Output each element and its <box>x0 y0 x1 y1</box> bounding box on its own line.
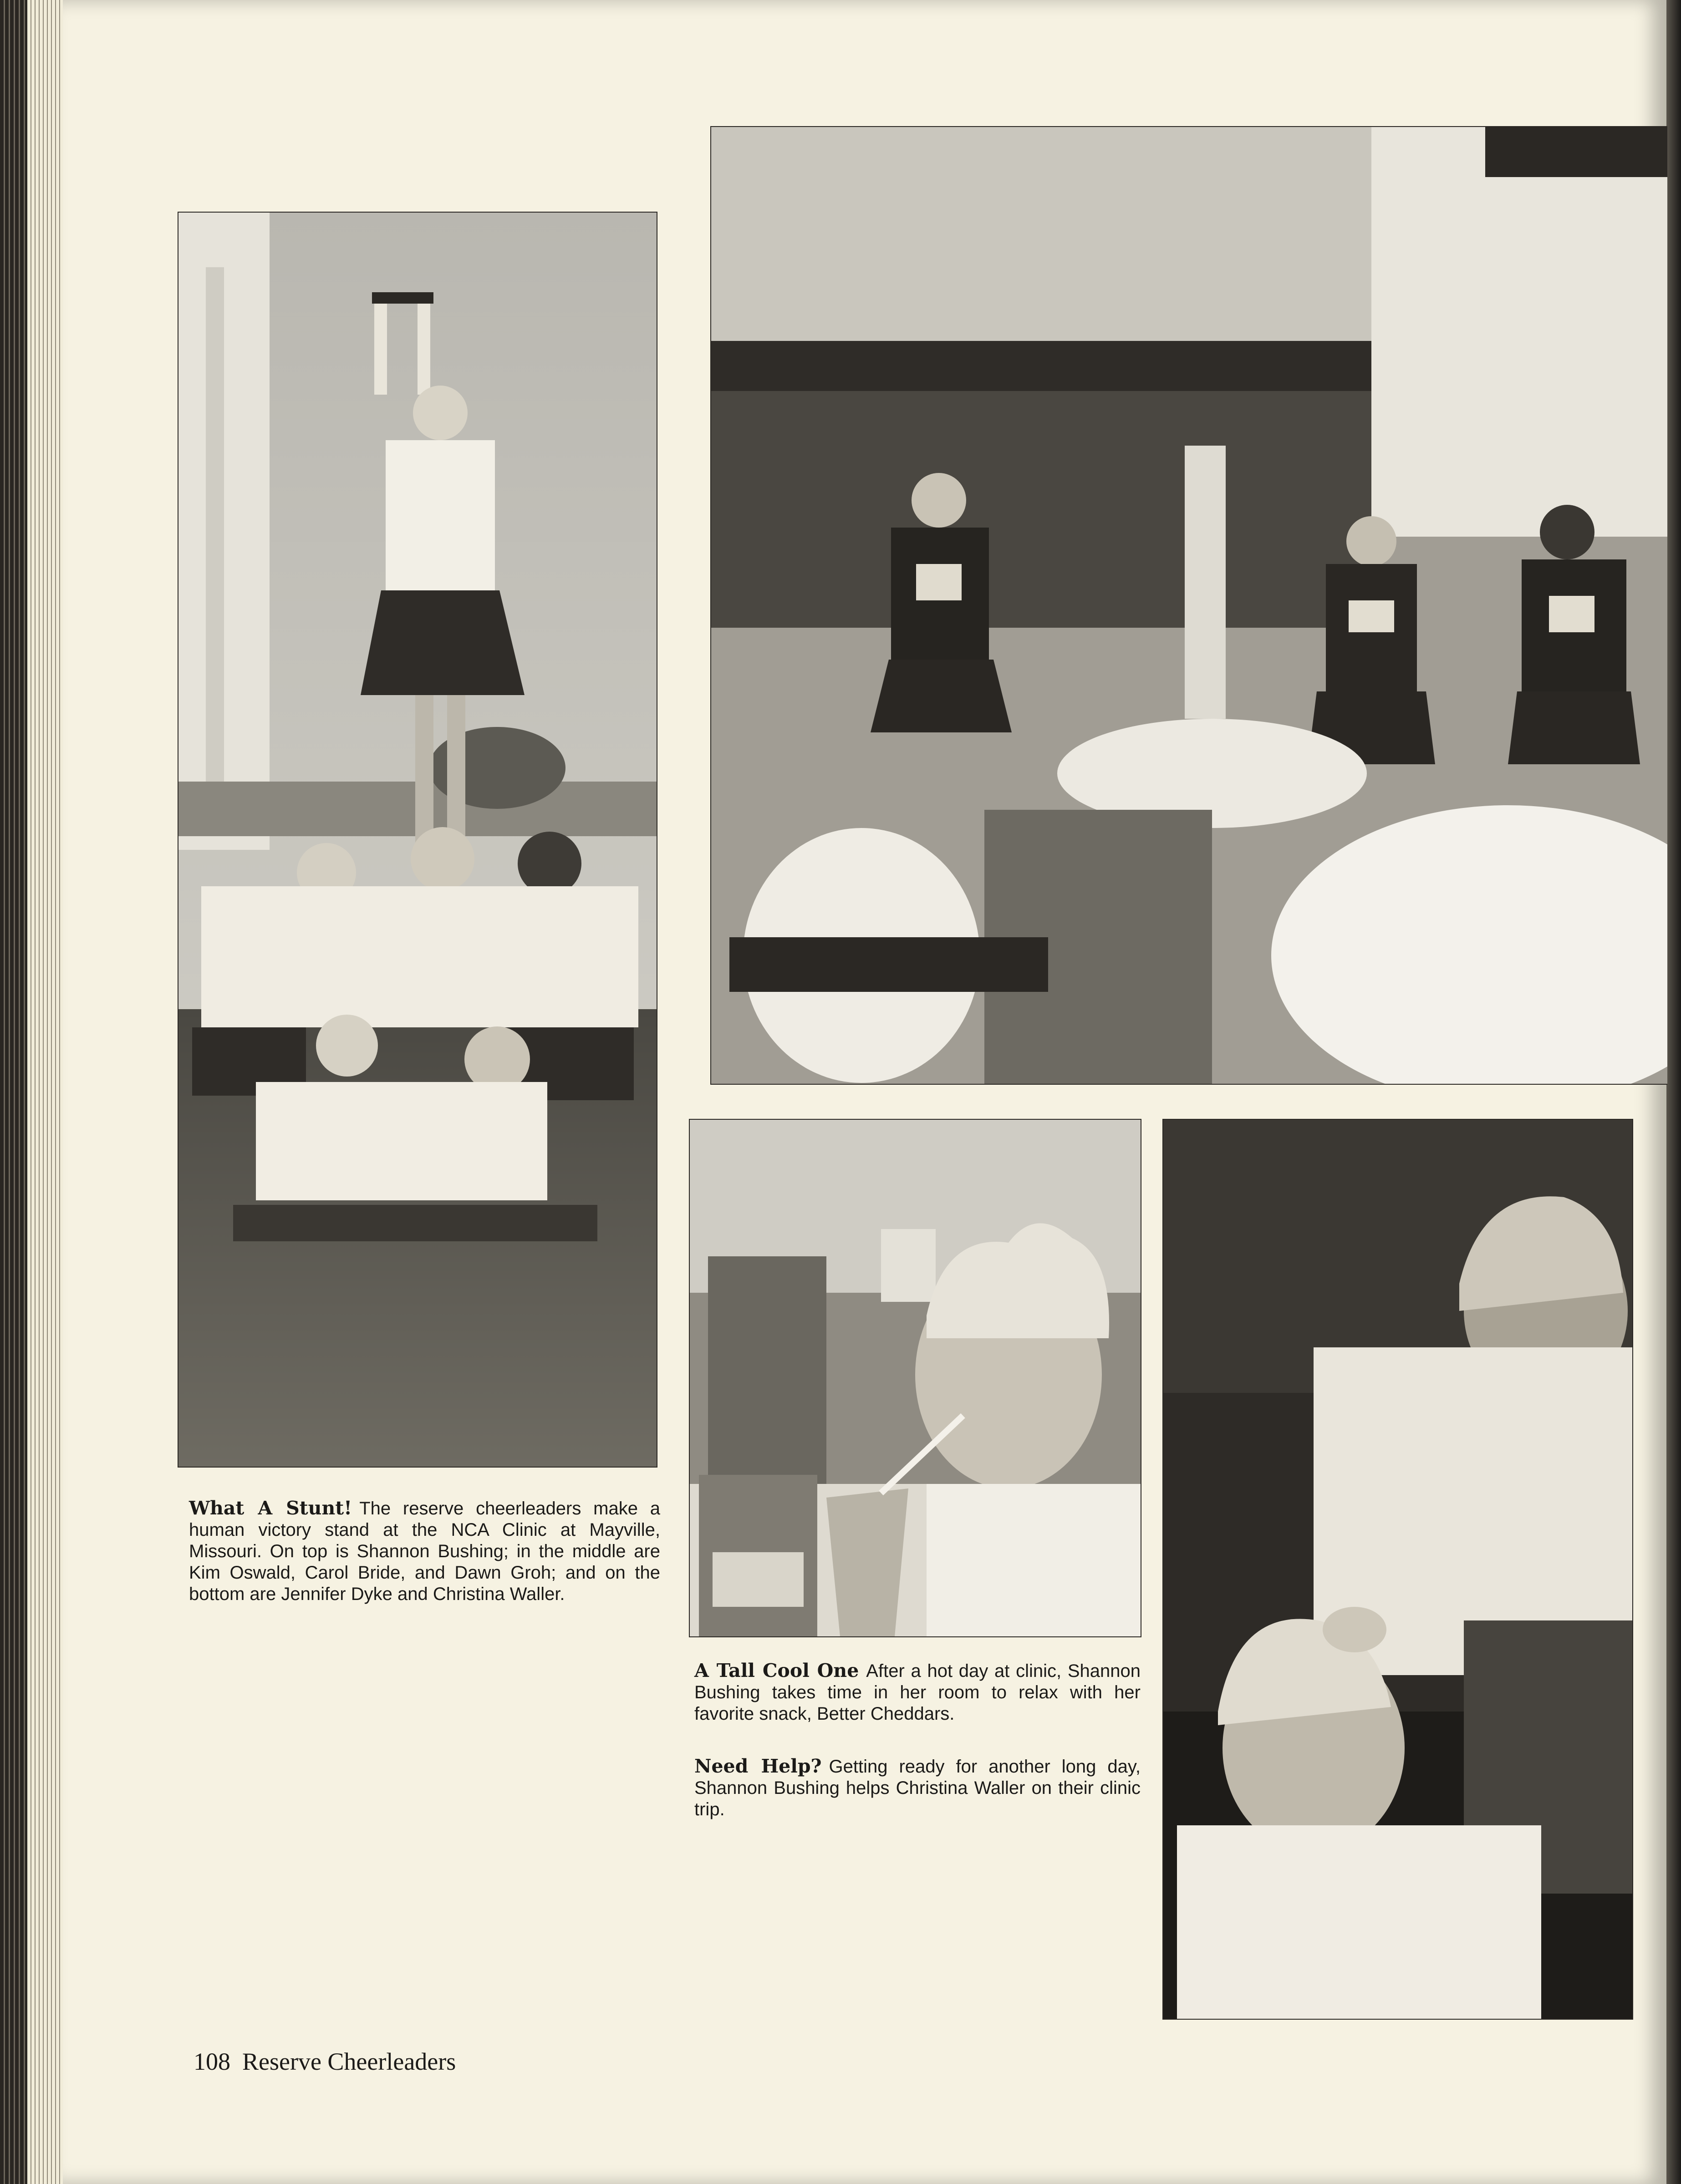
book-binding <box>0 0 27 2184</box>
caption-what-a-stunt <box>189 1498 660 1605</box>
section-title: Reserve Cheerleaders <box>242 2048 456 2075</box>
caption-title: Need Help? <box>694 1755 822 1777</box>
caption-text: Getting ready for another long day, Shannon Bushing helps Christina Waller on their clinic trip. <box>694 1757 1141 1819</box>
caption-title: What A Stunt! <box>189 1497 352 1519</box>
page-edges <box>27 0 64 2184</box>
photo-helping-with-hair <box>1162 1119 1633 2020</box>
photo-cheer-squad-outdoors <box>710 126 1667 1085</box>
page-number: 108 <box>194 2048 230 2075</box>
caption-a-tall-cool-one <box>694 1660 1141 1725</box>
caption-need-help <box>694 1756 1141 1820</box>
photo-pyramid-stunt <box>178 212 657 1468</box>
right-page-edge <box>1666 0 1681 2184</box>
caption-title: A Tall Cool One <box>694 1660 859 1681</box>
caption-text: The reserve cheerleaders make a human victory stand at the NCA Clinic at Mayville, Missouri. On top is Shannon Bushing; in the middle are Kim Oswald, Carol Bride, and Dawn Groh; and on the bottom are Jennifer Dyke and Christina Waller. <box>189 1498 660 1604</box>
photo-girl-with-drink <box>689 1119 1141 1637</box>
page-footer <box>194 2047 456 2076</box>
caption-text: After a hot day at clinic, Shannon Bushing takes time in her room to relax with her favorite snack, Better Cheddars. <box>694 1661 1141 1724</box>
